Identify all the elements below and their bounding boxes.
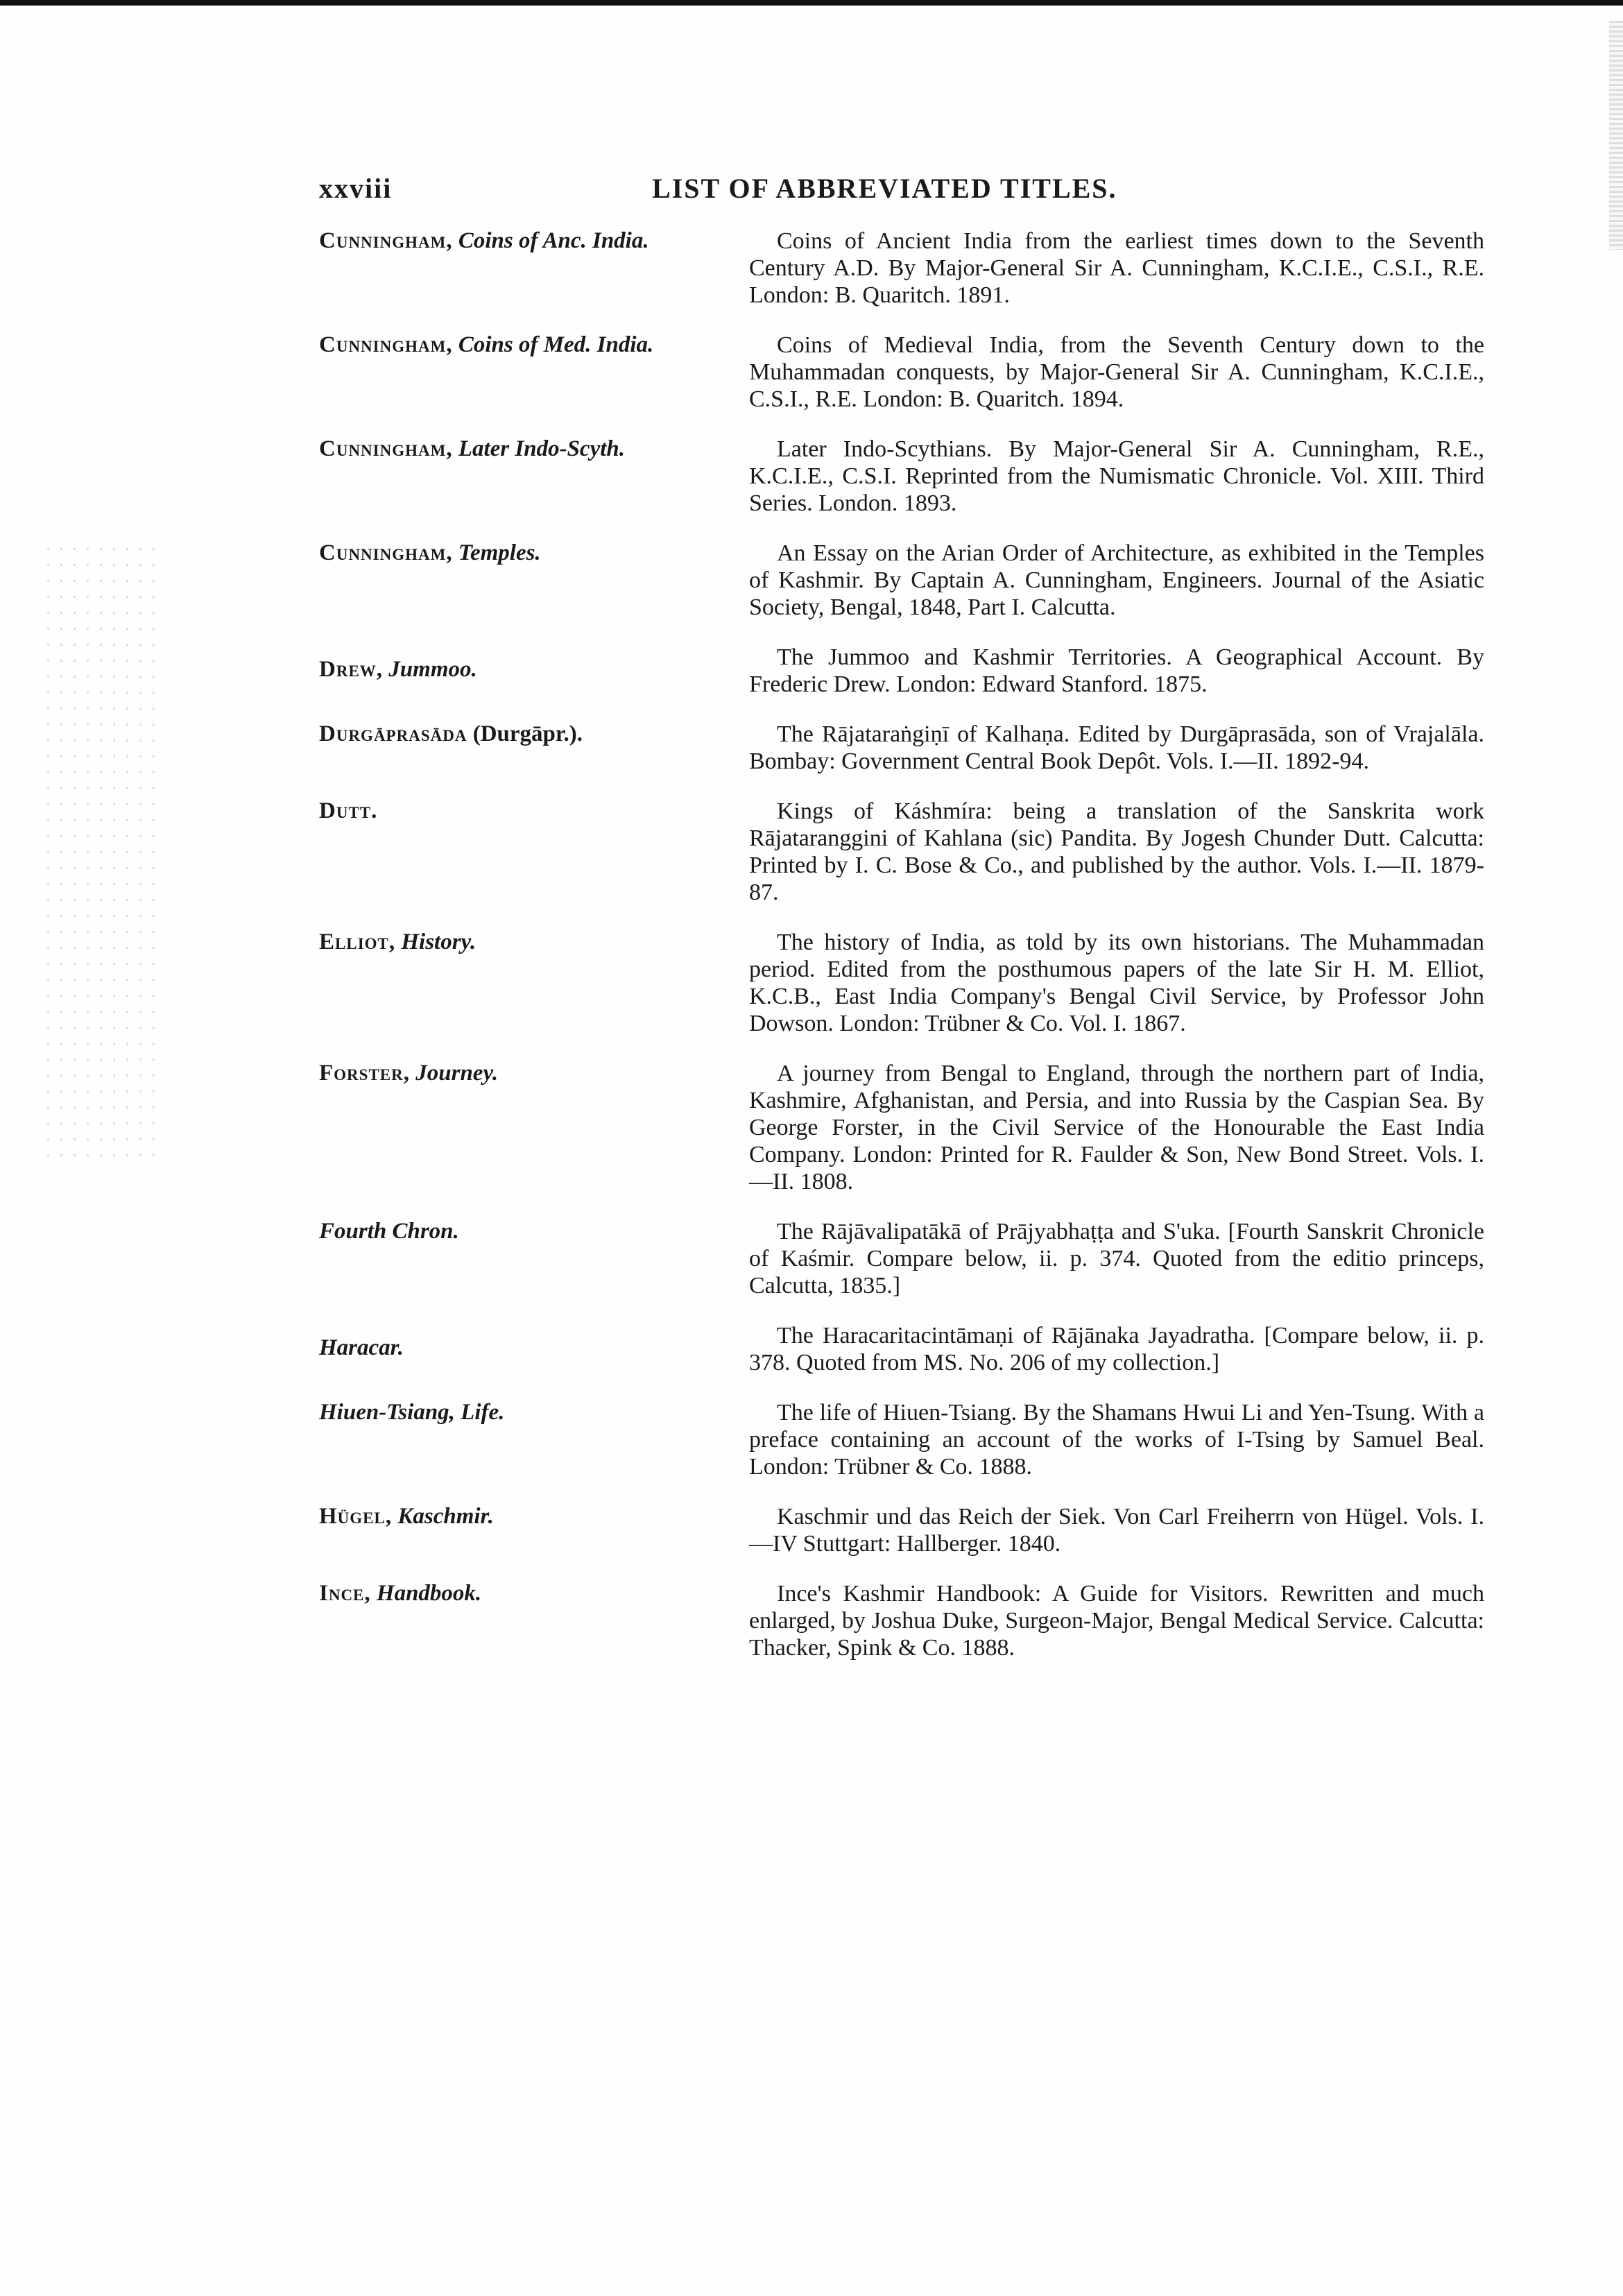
- abbreviation-list: [319, 228, 1484, 1684]
- abbr-title: (Durgāpr.).: [472, 721, 583, 746]
- abbr-title: Later Indo-Scyth.: [458, 436, 625, 461]
- abbr-author: Dutt.: [319, 798, 378, 823]
- abbr-author: Hügel,: [319, 1504, 393, 1529]
- abbr-title: Journey.: [415, 1061, 499, 1086]
- entry-abbreviation: [319, 228, 760, 254]
- abbreviation-entry: [319, 1503, 1484, 1557]
- abbreviation-entry: [319, 929, 1484, 1037]
- abbr-author: Cunningham,: [319, 332, 453, 357]
- entry-abbreviation: [319, 436, 760, 462]
- abbreviation-entry: [319, 540, 1484, 621]
- entry-description: The Rājāvalipatākā of Prājyabhaṭṭa and S'uka. [Fourth Sanskrit Chronicle of Kaśmir. Compare below, ii. p. 374. Quoted from the editio princeps, Calcutta, 1835.]: [749, 1219, 1484, 1299]
- entry-description: The Haracaritacintāmaṇi of Rājānaka Jayadratha. [Compare below, ii. p. 378. Quoted from MS. No. 206 of my collection.]: [749, 1323, 1484, 1376]
- entry-description: The Rājataraṅgiṇī of Kalhaṇa. Edited by Durgāprasāda, son of Vrajalāla. Bombay: Government Central Book Depôt. Vols. I.—II. 1892-94.: [749, 721, 1484, 774]
- entry-abbreviation: [319, 656, 760, 683]
- abbr-title: Handbook.: [376, 1581, 482, 1606]
- abbreviation-entry: [319, 1218, 1484, 1299]
- abbr-title: Kaschmir.: [397, 1504, 494, 1529]
- abbr-author: Cunningham,: [319, 436, 453, 461]
- entry-abbreviation: [319, 1580, 760, 1607]
- entry-abbreviation: [319, 1335, 760, 1361]
- abbreviation-entry: [319, 332, 1484, 413]
- entry-abbreviation: [319, 1060, 760, 1086]
- entry-abbreviation: [319, 540, 760, 566]
- abbreviation-entry: [319, 1060, 1484, 1195]
- abbr-title: Coins of Med. India.: [458, 332, 654, 357]
- abbr-title: Temples.: [458, 540, 541, 565]
- entry-abbreviation: [319, 1399, 760, 1425]
- entry-description: Kaschmir und das Reich der Siek. Von Carl Freiherrn von Hügel. Vols. I.—IV Stuttgart: Hallberger. 1840.: [749, 1504, 1484, 1557]
- abbr-title: Haracar.: [319, 1335, 404, 1360]
- entry-description: Ince's Kashmir Handbook: A Guide for Visitors. Rewritten and much enlarged, by Joshua Duke, Surgeon-Major, Bengal Medical Service. Calcutta: Thacker, Spink & Co. 1888.: [749, 1581, 1484, 1661]
- abbreviation-entry: [319, 1399, 1484, 1480]
- abbreviation-entry: [319, 436, 1484, 517]
- abbreviation-entry: [319, 1322, 1484, 1376]
- running-head: [319, 166, 1484, 215]
- entry-abbreviation: [319, 1503, 760, 1530]
- entry-abbreviation: [319, 332, 760, 358]
- entry-description: An Essay on the Arian Order of Architecture, as exhibited in the Temples of Kashmir. By Captain A. Cunningham, Engineers. Journal of the Asiatic Society, Bengal, 1848, Part I. Calcutta.: [749, 540, 1484, 620]
- entry-description: A journey from Bengal to England, through the northern part of India, Kashmire, Afghanistan, and Persia, and into Russia by the Caspian Sea. By George Forster, in the Civil Service of the Honourable the East India Company. London: Printed for R. Faulder & Son, New Bond Street. Vols. I.—II. 1808.: [749, 1061, 1484, 1194]
- abbr-author: Elliot,: [319, 929, 396, 954]
- scan-edge-artifact: [1609, 21, 1623, 250]
- abbr-author: Cunningham,: [319, 228, 453, 253]
- abbr-author: Cunningham,: [319, 540, 453, 565]
- entry-abbreviation: [319, 721, 760, 747]
- entry-abbreviation: [319, 1218, 760, 1244]
- entry-abbreviation: [319, 929, 760, 955]
- entry-description: Coins of Ancient India from the earliest times down to the Seventh Century A.D. By Major-General Sir A. Cunningham, K.C.I.E., C.S.I., R.E. London: B. Quaritch. 1891.: [749, 228, 1484, 308]
- abbreviation-entry: [319, 228, 1484, 309]
- abbreviation-entry: [319, 798, 1484, 906]
- entry-description: Kings of Káshmíra: being a translation of the Sanskrita work Rājataranggini of Kahlana (sic) Pandita. By Jogesh Chunder Dutt. Calcutta: Printed by I. C. Bose & Co., and published by the author. Vols. I.—II. 1879-87.: [749, 798, 1484, 905]
- entry-description: The history of India, as told by its own historians. The Muhammadan period. Edited from the posthumous papers of the late Sir H. M. Elliot, K.C.B., East India Company's Bengal Civil Service, by Professor John Dowson. London: Trübner & Co. Vol. I. 1867.: [749, 929, 1484, 1036]
- abbreviation-entry: [319, 1580, 1484, 1661]
- scan-speckle-artifact: [42, 541, 166, 1165]
- entry-description: The Jummoo and Kashmir Territories. A Geographical Account. By Frederic Drew. London: Edward Stanford. 1875.: [749, 644, 1484, 697]
- scan-top-border: [0, 0, 1623, 6]
- entry-description: The life of Hiuen-Tsiang. By the Shamans Hwui Li and Yen-Tsung. With a preface containing an account of the works of I-Tsing by Samuel Beal. London: Trübner & Co. 1888.: [749, 1400, 1484, 1480]
- abbr-title: Fourth Chron.: [319, 1219, 459, 1244]
- abbr-author: Forster,: [319, 1061, 410, 1086]
- entry-abbreviation: [319, 798, 760, 824]
- abbr-title: Hiuen-Tsiang, Life.: [319, 1400, 505, 1425]
- abbr-title: Jummoo.: [388, 657, 477, 682]
- abbr-author: Drew,: [319, 657, 384, 682]
- abbr-title: Coins of Anc. India.: [458, 228, 649, 253]
- abbreviation-entry: [319, 644, 1484, 698]
- entry-description: Later Indo-Scythians. By Major-General Sir A. Cunningham, R.E., K.C.I.E., C.S.I. Reprinted from the Numismatic Chronicle. Vol. XIII. Third Series. London. 1893.: [749, 436, 1484, 516]
- abbr-author: Durgāprasāda: [319, 721, 467, 746]
- page-number: xxviii: [319, 173, 393, 204]
- abbreviation-entry: [319, 721, 1484, 775]
- page-title: LIST OF ABBREVIATED TITLES.: [652, 173, 1117, 204]
- abbr-title: History.: [401, 929, 476, 954]
- abbr-author: Ince,: [319, 1581, 371, 1606]
- entry-description: Coins of Medieval India, from the Seventh Century down to the Muhammadan conquests, by Major-General Sir A. Cunningham, K.C.I.E., C.S.I., R.E. London: B. Quaritch. 1894.: [749, 332, 1484, 412]
